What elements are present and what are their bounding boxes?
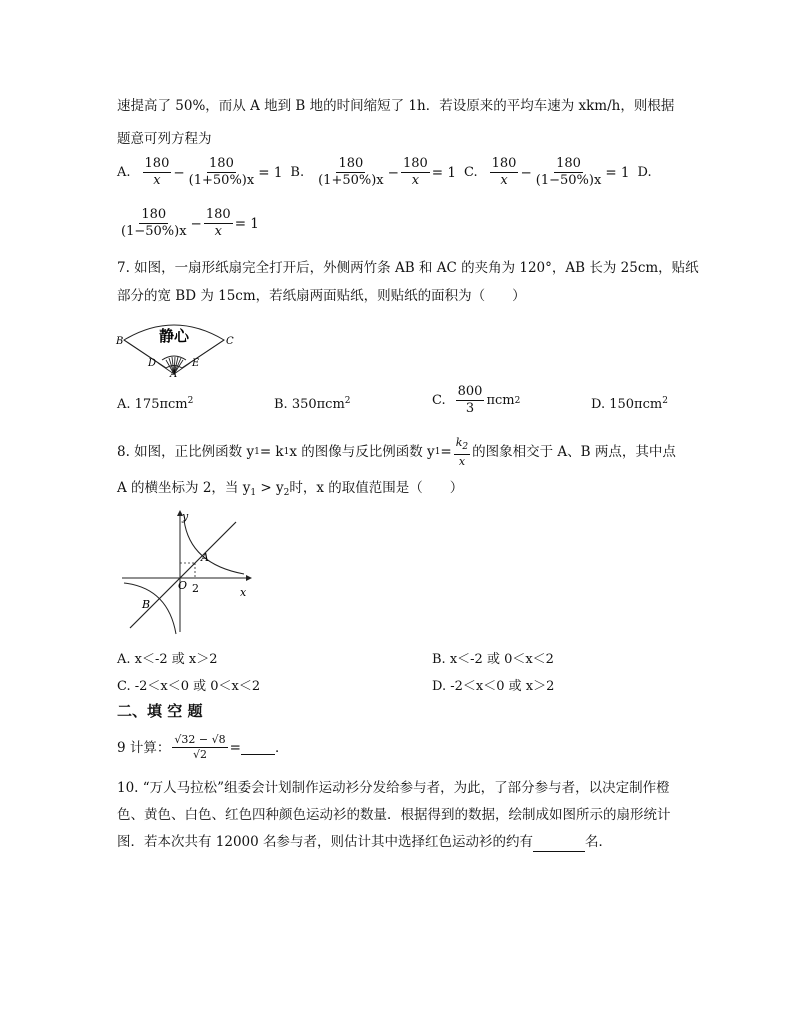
q10-line3: 图．若本次共有 12000 名参与者，则估计其中选择红色运动衫的约有 名． (117, 834, 613, 850)
q6-option-b-label: B. (290, 165, 305, 180)
q10-line2: 色、黄色、白色、红色四种颜色运动衫的数量．根据得到的数据，绘制成如图所示的扇形统计 (117, 807, 671, 823)
q6-c-frac2: $\frac{180}{(1-50\%)x}$ (535, 156, 602, 188)
q6-d-frac1: $\frac{180}{(1-50\%)x}$ (121, 207, 187, 239)
q7-label-b: B (116, 336, 124, 347)
q8-option-a: A. x＜-2 或 x＞2 (117, 652, 218, 667)
q8-point-a: A (201, 551, 209, 564)
q8-option-b: B. x＜-2 或 0＜x＜2 (432, 652, 554, 667)
q6-option-d-label: D. (637, 165, 652, 180)
q10-line1: 10. “万人马拉松”组委会计划制作运动衫分发给参与者，为此，了部分参与者，以决定制作橙 (117, 780, 670, 796)
q6-b-frac1: $\frac{180}{(1+50\%)x}$ (318, 156, 384, 188)
q7-line1: 7. 如图，一扇形纸扇完全打开后，外侧两竹条 AB 和 AC 的夹角为 120°，AB 长为 25cm，贴纸 (117, 260, 699, 276)
hyperbola-branch-1 (184, 520, 244, 574)
q8-axis-x: x (240, 586, 247, 599)
q7-label-d: D (148, 358, 157, 369)
q7-option-a: A. 175πcm$^2$ (117, 396, 194, 412)
q10-answer-blank[interactable] (533, 837, 585, 852)
q7-fan-figure (112, 316, 242, 378)
q6-b-frac2: $\frac{180}{x}$ (402, 156, 428, 188)
q8-axis-y: y (182, 510, 189, 523)
q6-a-frac2: $\frac{180}{(1+50\%)x}$ (188, 156, 255, 188)
q9-answer-blank[interactable] (241, 740, 275, 755)
q8-line1: 8. 如图，正比例函数 y 1 = k 1 x 的图像与反比例函数 y 1 = $\frac{k_2}{x}$ 的图象相交于 A、B 两点，其中点 (117, 436, 676, 468)
q6-c-frac1: $\frac{180}{x}$ (491, 156, 517, 188)
q7-line2: 部分的宽 BD 为 15cm，若纸扇两面贴纸，则贴纸的面积为（ ） (117, 288, 526, 304)
q6-options-row: A. $\frac{180}{x}$ − $\frac{180}{(1+50\%)x}$ = 1 B. $\frac{180}{(1+50\%)x}$ − $\frac{180}{x}$ = 1 C. $\frac{180}{x}$ − $\frac{180}{(1-50\%)x}$ = 1 D. (117, 156, 652, 188)
q8-graph (118, 506, 264, 636)
q8-tick-2: 2 (192, 582, 199, 595)
q7-fan-text: 静心 (158, 327, 190, 345)
q8-origin: O (178, 579, 188, 592)
q8-option-d: D. -2＜x＜0 或 x＞2 (432, 679, 555, 694)
q6-option-a-label: A. (117, 165, 131, 180)
q7-label-e: E (192, 358, 200, 369)
q6-d-frac2: $\frac{180}{x}$ (205, 207, 231, 239)
line-y1 (130, 522, 236, 628)
q7-label-c: C (226, 336, 234, 347)
q6-option-c-label: C. (464, 165, 478, 180)
q7-option-b: B. 350πcm$^2$ (274, 396, 351, 412)
q7-option-c: C. $\frac{800}{3}$ πcm 2 (432, 384, 521, 416)
q8-option-c: C. -2＜x＜0 或 0＜x＜2 (117, 679, 261, 694)
q6-a-frac1: $\frac{180}{x}$ (144, 156, 170, 188)
q6-line2: 题意可列方程为 (117, 131, 212, 147)
q6-line1: 速提高了 50%，而从 A 地到 B 地的时间缩短了 1h．若设原来的平均车速为 xkm/h，则根据 (117, 98, 675, 114)
q7-label-a: A (170, 369, 178, 378)
q7-option-d: D. 150πcm$^2$ (591, 396, 668, 412)
section-title: 二、填 空 题 (117, 702, 203, 720)
q8-point-b: B (142, 598, 151, 611)
q6-option-d-expr: $\frac{180}{(1-50\%)x}$ − $\frac{180}{x}$ = 1 (121, 207, 259, 239)
q9: 9 计算： $\frac{√32 - √8}{√2}$ = ． (117, 733, 289, 761)
q8-line2: A 的横坐标为 2，当 $y_1 > y_2$时，x 的取值范围是（ ） (117, 480, 464, 498)
